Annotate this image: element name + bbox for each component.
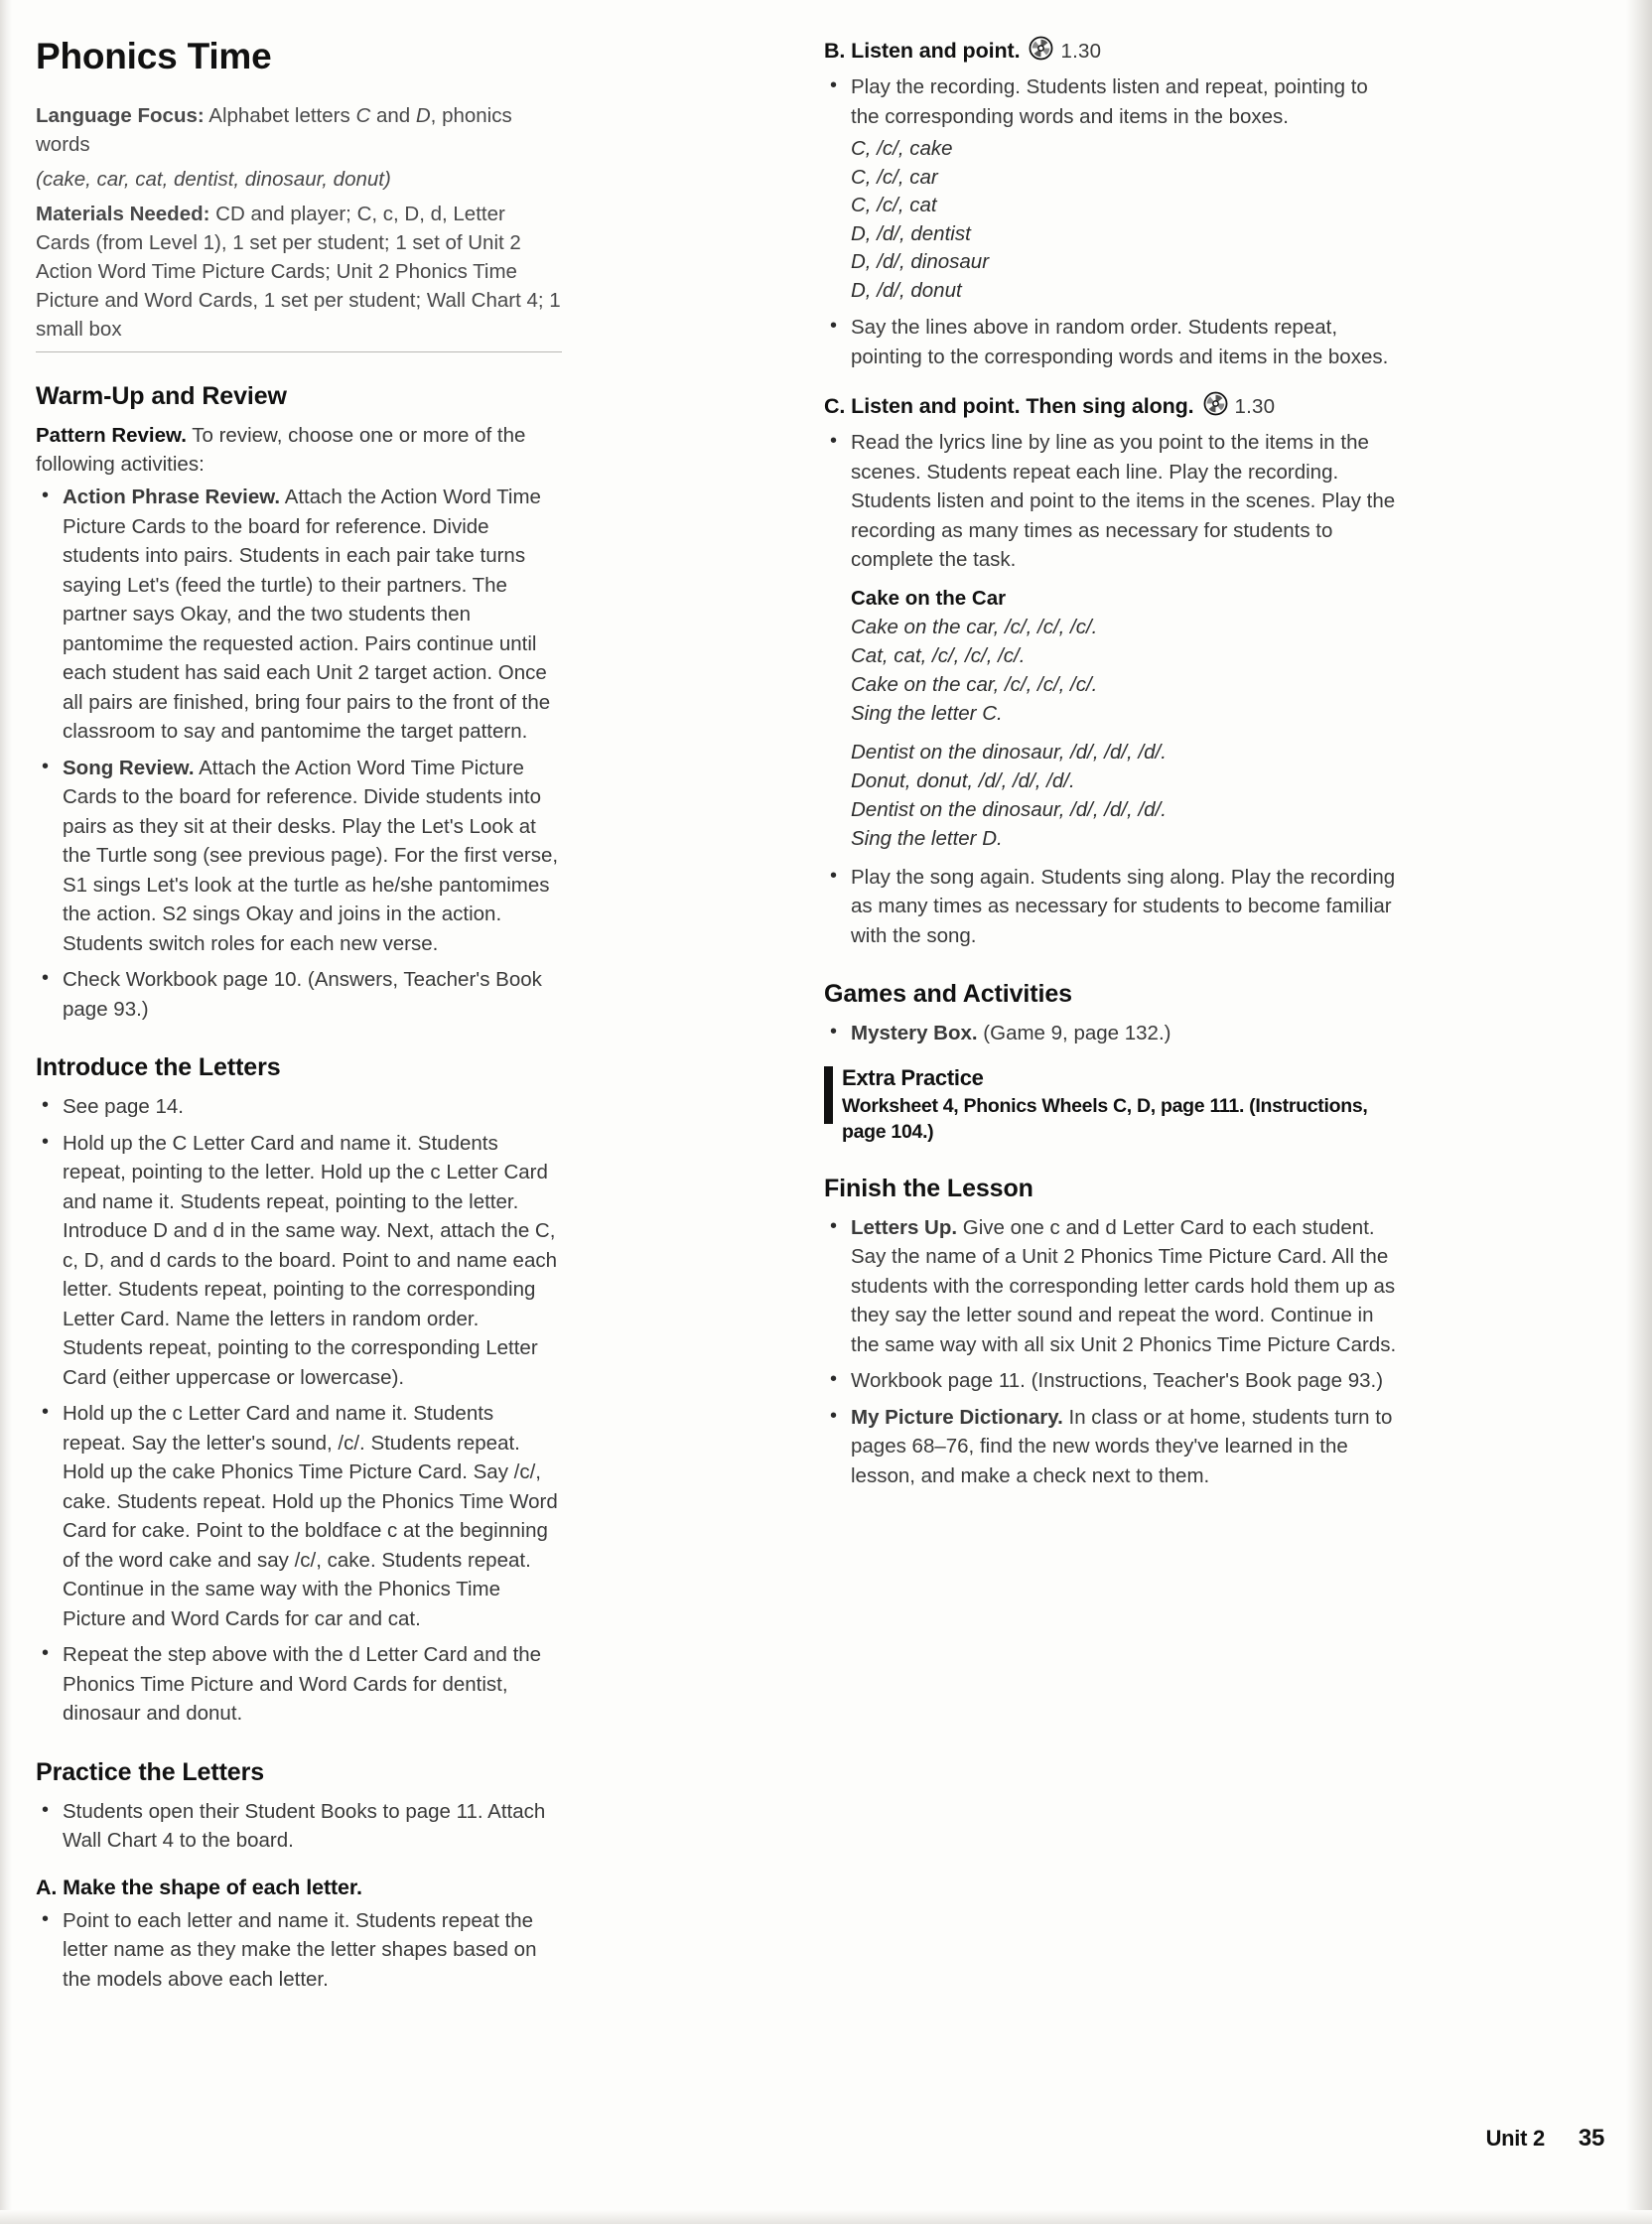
- phonics-line: D, /d/, dentist: [851, 221, 971, 245]
- list-item: [824, 1213, 1400, 1360]
- bullet-lead: Letters Up.: [851, 1215, 958, 1239]
- phonics-line: C, /c/, cake: [851, 137, 953, 160]
- pattern-review-paragraph: [36, 421, 562, 479]
- bullet-lead: Song Review.: [63, 756, 195, 779]
- extra-practice-callout: [824, 1064, 1400, 1145]
- list-item: [824, 313, 1400, 371]
- language-focus-text: Alphabet letters: [204, 104, 356, 127]
- bullet-lead: Action Phrase Review.: [63, 486, 281, 508]
- bullet-text: In class or at home, students turn to pages 68–76, find the new words they've learned in the lesson, and make a check next to them.: [851, 1405, 1393, 1487]
- phonics-lines-block: [851, 135, 1400, 305]
- warmup-heading: Warm-Up and Review: [36, 382, 287, 410]
- practice-letters-heading: Practice the Letters: [36, 1757, 265, 1786]
- games-bullet-list: [824, 1019, 1400, 1048]
- lyric-line: Sing the letter C.: [851, 701, 1003, 725]
- section-c-track-number: 1.30: [1234, 395, 1276, 418]
- bullet-lead: Mystery Box.: [851, 1022, 978, 1044]
- introduce-letters-heading: Introduce the Letters: [36, 1053, 281, 1081]
- list-item: [36, 1797, 562, 1856]
- phonics-line: D, /d/, dinosaur: [851, 250, 990, 273]
- bullet-text: Repeat the step above with the d Letter Card and the Phonics Time Picture and Word Cards for dentist, dinosaur and donut.: [63, 1643, 542, 1725]
- bullet-text: Read the lyrics line by line as you point to the items in the scenes. Students repeat each line. Play the recording. Students listen and point to the items in the scenes. Play the recording as many times as necessary for students to complete the task.: [851, 431, 1396, 571]
- left-column: [36, 36, 562, 2001]
- lyric-line: Cat, cat, /c/, /c/, /c/.: [851, 643, 1026, 667]
- bullet-text: Hold up the c Letter Card and name it. Students repeat. Say the letter's sound, /c/. Students repeat. Hold up the cake Phonics Time Picture Card. Say /c/, cake. Students repeat. Hold up the Phonics Time Word Card for cake. Point to the boldface c at the beginning of the word cake and say /c/, cake. Students repeat. Continue in the same way with the Phonics Time Picture and Word Cards for car and cat.: [63, 1402, 558, 1630]
- list-item: [824, 863, 1400, 951]
- pattern-review-label: Pattern Review.: [36, 424, 187, 447]
- cd-icon: [1203, 391, 1228, 422]
- bullet-text: Workbook page 11. (Instructions, Teacher's Book page 93.): [851, 1369, 1384, 1392]
- section-b-bullet-list-after: [824, 313, 1400, 371]
- song-verse-one: [851, 613, 1400, 728]
- section-c-title: C. Listen and point. Then sing along.: [824, 394, 1194, 418]
- materials-needed-label: Materials Needed:: [36, 203, 210, 225]
- lesson-info-box: [36, 101, 562, 352]
- bullet-text: Give one c and d Letter Card to each student. Say the name of a Unit 2 Phonics Time Picture Card. All the students with the corresponding letter cards hold them up as they say the letter sound and repeat the word. Continue in the same way with all six Unit 2 Phonics Time Picture Cards.: [851, 1215, 1397, 1356]
- page-title: Phonics Time: [36, 36, 272, 76]
- extra-practice-title: Extra Practice: [842, 1064, 984, 1090]
- section-c-bullet-list-after: [824, 863, 1400, 951]
- bullet-text: Attach the Action Word Time Picture Cards to the board for reference. Divide students into pairs as they sit at their desks. Play the Let's Look at the Turtle song (see previous page). For the first verse, S1 sings Let's look at the turtle as he/she pantomimes the action. S2 sings Okay and joins in the action. Students switch roles for each new verse.: [63, 756, 559, 955]
- right-column: [824, 36, 1400, 1497]
- extra-practice-bar: [824, 1066, 833, 1124]
- song-verse-two: [851, 738, 1400, 853]
- list-item: [824, 1366, 1400, 1396]
- list-item: [36, 965, 562, 1024]
- phonics-line: C, /c/, cat: [851, 194, 937, 216]
- materials-needed-line: [36, 200, 562, 344]
- lyric-line: Dentist on the dinosaur, /d/, /d/, /d/.: [851, 740, 1167, 764]
- phonics-line: D, /d/, donut: [851, 278, 962, 302]
- list-item: [824, 72, 1400, 131]
- lyric-line: Dentist on the dinosaur, /d/, /d/, /d/.: [851, 797, 1167, 821]
- footer-page-number: 35: [1578, 2125, 1604, 2152]
- bullet-text: Hold up the C Letter Card and name it. Students repeat, pointing to the letter. Hold up the c Letter Card and name it. Students repeat, pointing to the letter. Introduce D and d in the same way. Next, attach the C, c, D, and d cards to the board. Point to and name each letter. Students repeat, pointing to the corresponding Letter Card. Name the letters in random order. Students repeat, pointing to the corresponding Letter Card (either uppercase or lowercase).: [63, 1131, 558, 1389]
- bullet-text: Attach the Action Word Time Picture Cards to the board for reference. Divide students into pairs. Students in each pair take turns saying Let's (feed the turtle) to their partners. The partner says Okay, and the two students then pantomime the requested action. Pairs continue until each student has said each Unit 2 target action. Once all pairs are finished, bring four pairs to the front of the classroom to say and pantomime the target pattern.: [63, 486, 551, 743]
- finish-lesson-heading: Finish the Lesson: [824, 1174, 1033, 1202]
- footer-unit-label: Unit 2: [1485, 2126, 1545, 2151]
- language-focus-label: Language Focus:: [36, 104, 205, 127]
- list-item: [824, 1403, 1400, 1491]
- practice-bullet-list: [36, 1797, 562, 1856]
- language-focus-words: [36, 165, 562, 194]
- bullet-text: Students open their Student Books to page 11. Attach Wall Chart 4 to the board.: [63, 1799, 546, 1852]
- language-focus-line: [36, 101, 562, 159]
- pattern-review-text: To review, choose one or more of the following activities:: [36, 424, 526, 476]
- bullet-text: Play the song again. Students sing along. Play the recording as many times as necessary for students to become familiar with the song.: [851, 865, 1396, 947]
- section-c-heading: [824, 391, 1400, 422]
- warmup-bullet-list: [36, 483, 562, 1024]
- section-b-heading: [824, 36, 1400, 67]
- list-item: [36, 1640, 562, 1729]
- lyric-line: Cake on the car, /c/, /c/, /c/.: [851, 672, 1098, 696]
- song-title: Cake on the Car: [851, 586, 1007, 610]
- language-focus-letter-c: C: [355, 104, 371, 127]
- list-item: [36, 1129, 562, 1393]
- language-focus-letter-d: D: [415, 104, 431, 127]
- lyric-line: Donut, donut, /d/, /d/, /d/.: [851, 768, 1075, 792]
- bullet-lead: My Picture Dictionary.: [851, 1405, 1063, 1429]
- list-item: [36, 1399, 562, 1633]
- practice-section-a-heading: A. Make the shape of each letter.: [36, 1875, 362, 1899]
- bullet-text: (Game 9, page 132.): [977, 1022, 1171, 1044]
- section-b-title: B. Listen and point.: [824, 39, 1021, 63]
- section-b-track-number: 1.30: [1060, 40, 1102, 63]
- language-focus-and: and: [370, 104, 416, 127]
- page-footer: [1486, 2125, 1604, 2153]
- cd-icon: [1029, 36, 1053, 67]
- finish-bullet-list: [824, 1213, 1400, 1491]
- section-b-bullet-list: [824, 72, 1400, 131]
- bullet-text: Say the lines above in random order. Students repeat, pointing to the corresponding words and items in the boxes.: [851, 316, 1389, 368]
- list-item: [36, 1906, 562, 1995]
- lyric-line: Cake on the car, /c/, /c/, /c/.: [851, 615, 1098, 638]
- extra-practice-body: Worksheet 4, Phonics Wheels C, D, page 111. (Instructions, page 104.): [842, 1094, 1368, 1143]
- bullet-text: Point to each letter and name it. Students repeat the letter name as they make the letter shapes based on the models above each letter.: [63, 1908, 537, 1991]
- list-item: [36, 1092, 562, 1122]
- list-item: [36, 754, 562, 959]
- bullet-text: Check Workbook page 10. (Answers, Teacher's Book page 93.): [63, 968, 542, 1021]
- bullet-text: See page 14.: [63, 1095, 184, 1118]
- list-item: [824, 428, 1400, 575]
- lyric-line: Sing the letter D.: [851, 826, 1003, 850]
- introduce-bullet-list: [36, 1092, 562, 1729]
- language-focus-words-text: (cake, car, cat, dentist, dinosaur, donut): [36, 168, 391, 191]
- list-item: [36, 483, 562, 747]
- games-activities-heading: Games and Activities: [824, 980, 1072, 1008]
- section-c-bullet-list: [824, 428, 1400, 575]
- practice-section-a-bullet-list: [36, 1906, 562, 1995]
- bullet-text: Play the recording. Students listen and repeat, pointing to the corresponding words and items in the boxes.: [851, 75, 1368, 128]
- language-focus-tail: , phonics words: [36, 104, 512, 156]
- list-item: [824, 1019, 1400, 1048]
- materials-needed-text: CD and player; C, c, D, d, Letter Cards (from Level 1), 1 set per student; 1 set of Unit 2 Action Word Time Picture Cards; Unit 2 Phonics Time Picture and Word Cards, 1 set per student; Wall Chart 4; 1 small box: [36, 203, 561, 341]
- verse-spacer: [824, 728, 1400, 737]
- phonics-line: C, /c/, car: [851, 165, 938, 189]
